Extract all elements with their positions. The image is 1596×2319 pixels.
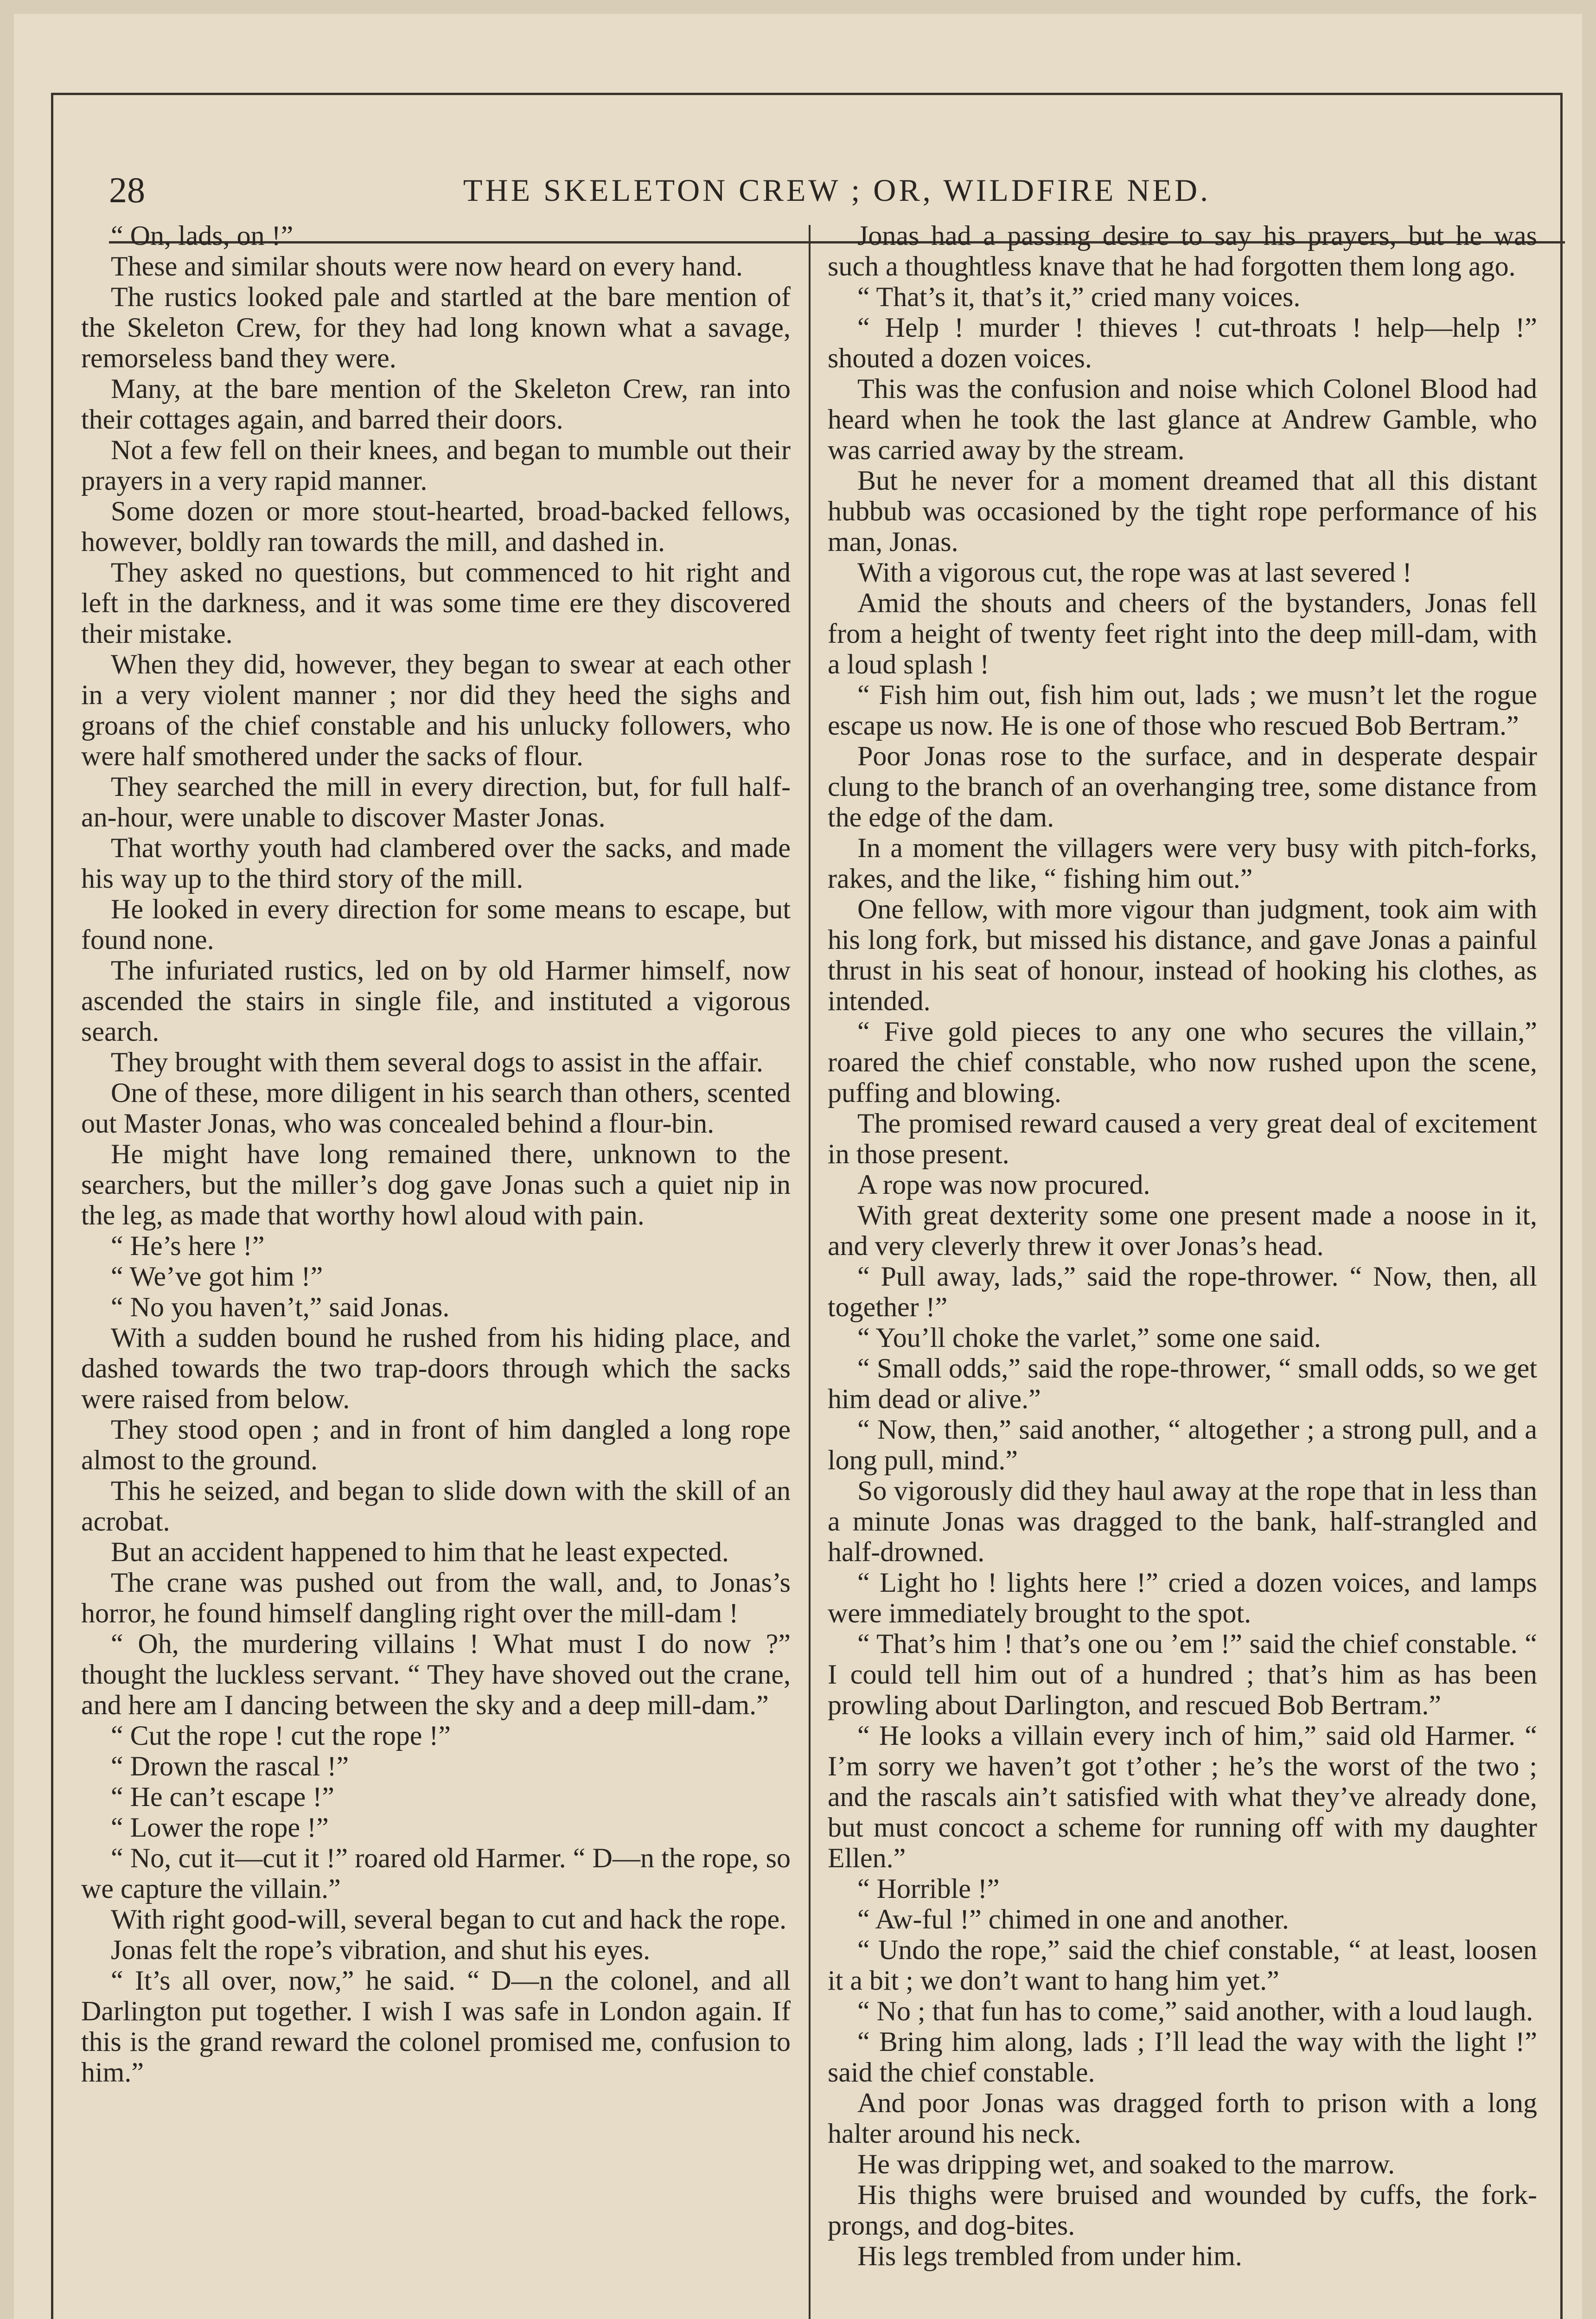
paragraph: With right good-will, several began to cut and hack the rope. xyxy=(111,1904,787,1935)
paragraph: The infuriated rustics, led on by old Harmer himself, now ascended the stairs in single file, and instituted a vigorous search. xyxy=(81,955,791,1047)
paragraph: “ No, cut it—cut it !” roared old Harmer. “ D—n the rope, so we capture the villain.” xyxy=(81,1843,791,1904)
paragraph: With a sudden bound he rushed from his hiding place, and dashed towards the two trap-doors through which the sacks were raised from below. xyxy=(81,1322,791,1414)
page-sheet xyxy=(14,14,1582,2319)
paragraph: “ Horrible !” xyxy=(857,1873,1000,1904)
paragraph: With great dexterity some one present made a noose in it, and very cleverly threw it over Jonas’s head. xyxy=(828,1200,1537,1261)
paragraph: The rustics looked pale and startled at the bare mention of the Skeleton Crew, for they had long known what a savage, remorseless band they were. xyxy=(81,282,791,373)
paragraph: “ Undo the rope,” said the chief constable, “ at least, loosen it a bit ; we don’t want to hang him yet.” xyxy=(828,1935,1537,1996)
paragraph: “ Pull away, lads,” said the rope-thrower. “ Now, then, all together !” xyxy=(828,1261,1537,1322)
paragraph: “ You’ll choke the varlet,” some one said. xyxy=(857,1322,1321,1353)
left-column xyxy=(81,220,791,2319)
paragraph: That worthy youth had clambered over the sacks, and made his way up to the third story of the mill. xyxy=(81,833,791,894)
paragraph: A rope was now procured. xyxy=(857,1169,1150,1200)
page-frame xyxy=(51,93,1563,2319)
column-divider xyxy=(809,225,811,2319)
paragraph: “ No you haven’t,” said Jonas. xyxy=(111,1292,450,1322)
page-header xyxy=(81,141,1537,225)
paragraph: This he seized, and began to slide down with the skill of an acrobat. xyxy=(81,1475,791,1537)
paragraph: Poor Jonas rose to the surface, and in desperate despair clung to the branch of an overhanging tree, some distance from the edge of the dam. xyxy=(828,741,1537,833)
paragraph: The promised reward caused a very great deal of excitement in those present. xyxy=(828,1108,1537,1169)
paragraph: “ He’s here !” xyxy=(111,1230,265,1261)
paragraph: “ He can’t escape !” xyxy=(111,1781,334,1812)
paragraph: “ Light ho ! lights here !” cried a dozen voices, and lamps were immediately brought to the spot. xyxy=(828,1567,1537,1628)
paragraph: They stood open ; and in front of him dangled a long rope almost to the ground. xyxy=(81,1414,791,1475)
paragraph: They asked no questions, but commenced to hit right and left in the darkness, and it was some time ere they discovered their mistake. xyxy=(81,557,791,649)
paragraph: Some dozen or more stout-hearted, broad-backed fellows, however, boldly ran towards the mill, and dashed in. xyxy=(81,496,791,557)
paragraph: Many, at the bare mention of the Skeleton Crew, ran into their cottages again, and barred their doors. xyxy=(81,373,791,435)
page-number: 28 xyxy=(109,170,145,210)
paragraph: Amid the shouts and cheers of the bystanders, Jonas fell from a height of twenty feet right into the deep mill-dam, with a loud splash ! xyxy=(828,588,1537,679)
paragraph: “ Oh, the murdering villains ! What must I do now ?” thought the luckless servant. “ They have shoved out the crane, and here am I dancing between the sky and a deep mill-dam.” xyxy=(81,1628,791,1720)
paragraph: But an accident happened to him that he least expected. xyxy=(111,1537,729,1567)
paragraph: “ That’s him ! that’s one ou ’em !” said the chief constable. “ I could tell him out of a hundred ; that’s him as has been prowling about Darlington, and rescued Bob Bertram.” xyxy=(828,1628,1537,1720)
paragraph: He might have long remained there, unknown to the searchers, but the miller’s dog gave Jonas such a quiet nip in the leg, as made that worthy howl aloud with pain. xyxy=(81,1139,791,1230)
paragraph: He was dripping wet, and soaked to the marrow. xyxy=(857,2149,1395,2179)
paragraph: The crane was pushed out from the wall, and, to Jonas’s horror, he found himself dangling right over the mill-dam ! xyxy=(81,1567,791,1628)
paragraph: “ Small odds,” said the rope-thrower, “ small odds, so we get him dead or alive.” xyxy=(828,1353,1537,1414)
paragraph: One of these, more diligent in his search than others, scented out Master Jonas, who was concealed behind a flour-bin. xyxy=(81,1077,791,1139)
text-columns xyxy=(81,220,1537,2319)
paragraph: His thighs were bruised and wounded by cuffs, the fork-prongs, and dog-bites. xyxy=(828,2179,1537,2241)
paragraph: “ Fish him out, fish him out, lads ; we musn’t let the rogue escape us now. He is one of those who rescued Bob Bertram.” xyxy=(828,679,1537,741)
paragraph: So vigorously did they haul away at the rope that in less than a minute Jonas was dragged to the bank, half-strangled and half-drowned. xyxy=(828,1475,1537,1567)
paragraph: They brought with them several dogs to assist in the affair. xyxy=(111,1047,763,1077)
paragraph: “ On, lads, on !” xyxy=(111,220,294,251)
paragraph: Not a few fell on their knees, and began to mumble out their prayers in a very rapid manner. xyxy=(81,435,791,496)
paragraph: “ Cut the rope ! cut the rope !” xyxy=(111,1720,451,1751)
paragraph: “ Now, then,” said another, “ altogether ; a strong pull, and a long pull, mind.” xyxy=(828,1414,1537,1475)
paragraph: He looked in every direction for some means to escape, but found none. xyxy=(81,894,791,955)
paragraph: This was the confusion and noise which Colonel Blood had heard when he took the last glance at Andrew Gamble, who was carried away by the stream. xyxy=(828,373,1537,465)
paragraph: “ Lower the rope !” xyxy=(111,1812,329,1843)
paragraph: His legs trembled from under him. xyxy=(857,2241,1242,2271)
paragraph: “ That’s it, that’s it,” cried many voices. xyxy=(857,282,1301,312)
paragraph: Jonas felt the rope’s vibration, and shut his eyes. xyxy=(111,1935,651,1965)
paragraph: When they did, however, they began to swear at each other in a very violent manner ; nor did they heed the sighs and groans of the chief constable and his unlucky followers, who were half smothered under the sacks of flour. xyxy=(81,649,791,771)
paragraph: “ It’s all over, now,” he said. “ D—n the colonel, and all Darlington put together. I wish I was safe in London again. If this is the grand reward the colonel promised me, confusion to him.” xyxy=(81,1965,791,2088)
paragraph: These and similar shouts were now heard on every hand. xyxy=(111,251,743,282)
paragraph: And poor Jonas was dragged forth to prison with a long halter around his neck. xyxy=(828,2088,1537,2149)
paragraph: “ He looks a villain every inch of him,” said old Harmer. “ I’m sorry we haven’t got t’other ; he’s the worst of the two ; and the rascals ain’t satisfied with what they’ve already done, but must concoct a scheme for running off with my daughter Ellen.” xyxy=(828,1720,1537,1873)
paragraph: “ We’ve got him !” xyxy=(111,1261,323,1292)
paragraph: “ Aw-ful !” chimed in one and another. xyxy=(857,1904,1289,1935)
paragraph: “ Five gold pieces to any one who secures the villain,” roared the chief constable, who now rushed upon the scene, puffing and blowing. xyxy=(828,1016,1537,1108)
running-title: THE SKELETON CREW ; OR, WILDFIRE NED. xyxy=(463,173,1211,208)
right-column xyxy=(828,220,1537,2319)
paragraph: One fellow, with more vigour than judgment, took aim with his long fork, but missed his distance, and gave Jonas a painful thrust in his seat of honour, instead of hooking his clothes, as intended. xyxy=(828,894,1537,1016)
paragraph: “ Bring him along, lads ; I’ll lead the way with the light !” said the chief constable. xyxy=(828,2026,1537,2088)
paragraph: “ No ; that fun has to come,” said another, with a loud laugh. xyxy=(857,1996,1533,2026)
paragraph: But he never for a moment dreamed that all this distant hubbub was occasioned by the tight rope performance of his man, Jonas. xyxy=(828,465,1537,557)
paragraph: “ Help ! murder ! thieves ! cut-throats ! help—help !” shouted a dozen voices. xyxy=(828,312,1537,373)
paragraph: In a moment the villagers were very busy with pitch-forks, rakes, and the like, “ fishing him out.” xyxy=(828,833,1537,894)
paragraph: With a vigorous cut, the rope was at last severed ! xyxy=(857,557,1412,588)
paragraph: “ Drown the rascal !” xyxy=(111,1751,349,1781)
paragraph: They searched the mill in every direction, but, for full half-an-hour, were unable to discover Master Jonas. xyxy=(81,771,791,833)
paragraph: Jonas had a passing desire to say his prayers, but he was such a thoughtless knave that he had forgotten them long ago. xyxy=(828,220,1537,282)
